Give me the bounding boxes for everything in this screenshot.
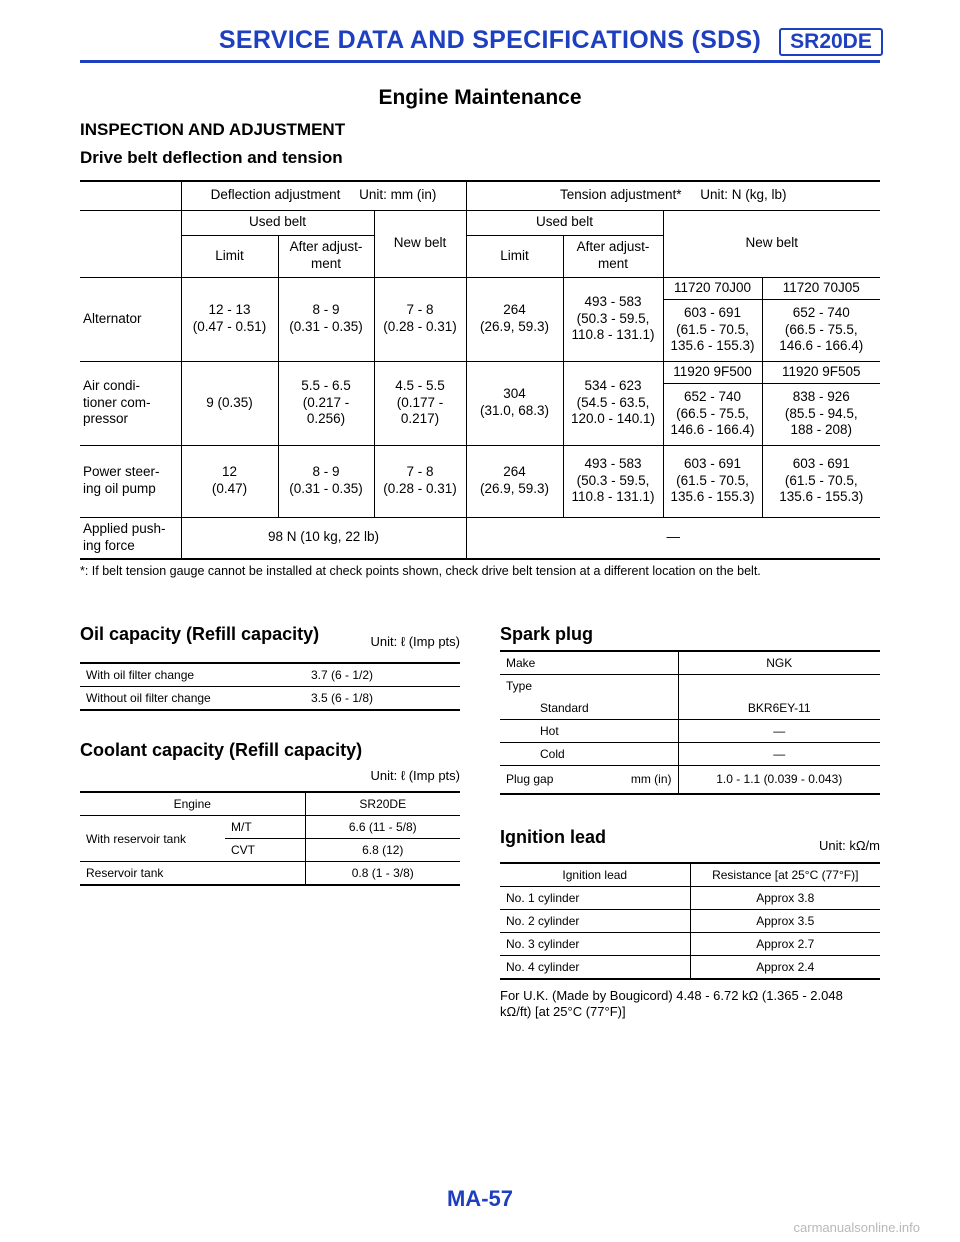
part-number: 11920 9F505 <box>762 361 880 383</box>
used-belt-def: Used belt <box>181 210 374 235</box>
coolant-title: Coolant capacity (Refill capacity) <box>80 740 363 760</box>
limit-ten: Limit <box>466 235 563 277</box>
part-number: 11720 70J05 <box>762 277 880 299</box>
part-number: 11720 70J00 <box>663 277 762 299</box>
ignition-table <box>500 862 880 980</box>
coolant-reservoir-value: 0.8 (1 - 3/8) <box>305 862 460 886</box>
cell: 264 (26.9, 59.3) <box>466 277 563 361</box>
coolant-with-reservoir: With reservoir tank <box>80 816 225 862</box>
cell: 534 - 623 (54.5 - 63.5, 120.0 - 140.1) <box>563 361 663 445</box>
oil-table <box>80 662 460 711</box>
ignition-row-value: Approx 2.7 <box>690 933 880 956</box>
ignition-unit: Unit: kΩ/m <box>818 838 880 853</box>
pushing-force-tension: — <box>466 517 880 559</box>
oil-row-value: 3.5 (6 - 1/8) <box>305 687 460 711</box>
spark-hot-label: Hot <box>500 720 678 743</box>
hdr-deflection: Deflection adjustment Unit: mm (in) <box>181 181 466 210</box>
after-adjust-def: After adjust- ment <box>278 235 374 277</box>
spark-type-label: Type <box>506 679 533 693</box>
coolant-table <box>80 791 460 886</box>
ignition-title: Ignition lead <box>500 827 606 847</box>
header-badge: SR20DE <box>779 28 883 56</box>
spark-gap-label <box>500 766 678 794</box>
cell: 12 - 13 (0.47 - 0.51) <box>181 277 278 361</box>
spark-cold-value: — <box>678 743 880 766</box>
row-alternator: Alternator <box>80 277 181 361</box>
cell: 7 - 8 (0.28 - 0.31) <box>374 277 466 361</box>
row-pushing-force: Applied push- ing force <box>80 517 181 559</box>
spark-gap-text: Plug gap <box>506 772 554 787</box>
oil-unit: Unit: ℓ (Imp pts) <box>370 634 460 649</box>
ignition-row-value: Approx 3.8 <box>690 887 880 910</box>
drive-belt-table <box>80 180 880 560</box>
new-belt-def: New belt <box>374 210 466 277</box>
coolant-engine-value: SR20DE <box>305 792 460 816</box>
cell: 4.5 - 5.5 (0.177 - 0.217) <box>374 361 466 445</box>
row-air-conditioner: Air condi- tioner com- pressor <box>80 361 181 445</box>
hdr-tension: Tension adjustment* Unit: N (kg, lb) <box>466 181 880 210</box>
limit-def: Limit <box>181 235 278 277</box>
coolant-mt-value: 6.6 (11 - 5/8) <box>305 816 460 839</box>
coolant-cvt-label: CVT <box>225 839 305 862</box>
oil-row-label: With oil filter change <box>80 663 305 687</box>
oil-row-label: Without oil filter change <box>80 687 305 711</box>
coolant-cvt-value: 6.8 (12) <box>305 839 460 862</box>
drive-belt-title: Drive belt deflection and tension <box>80 148 343 167</box>
spark-title: Spark plug <box>500 624 594 644</box>
oil-title: Oil capacity (Refill capacity) <box>80 624 320 644</box>
corner-cell <box>80 210 181 277</box>
after-adjust-ten: After adjust- ment <box>563 235 663 277</box>
used-belt-ten: Used belt <box>466 210 663 235</box>
page-title: Engine Maintenance <box>378 86 582 109</box>
cell: 652 - 740 (66.5 - 75.5, 146.6 - 166.4) <box>762 299 880 361</box>
ignition-note: For U.K. (Made by Bougicord) 4.48 - 6.72 kΩ (1.365 - 2.048 kΩ/ft) [at 25°C (77°F)] <box>500 988 843 1019</box>
ignition-row-value: Approx 3.5 <box>690 910 880 933</box>
watermark: carmanualsonline.info <box>793 1220 920 1235</box>
ignition-row-label: No. 1 cylinder <box>500 887 690 910</box>
pushing-force-value: 98 N (10 kg, 22 lb) <box>181 517 466 559</box>
oil-row-value: 3.7 (6 - 1/2) <box>305 663 460 687</box>
coolant-unit: Unit: ℓ (Imp pts) <box>370 768 460 783</box>
part-number: 11920 9F500 <box>663 361 762 383</box>
spark-standard-value: BKR6EY-11 <box>678 697 880 720</box>
cell: 493 - 583 (50.3 - 59.5, 110.8 - 131.1) <box>563 277 663 361</box>
spark-hot-value: — <box>678 720 880 743</box>
cell: 8 - 9 (0.31 - 0.35) <box>278 445 374 517</box>
new-belt-ten: New belt <box>663 210 880 277</box>
ignition-row-label: No. 4 cylinder <box>500 956 690 980</box>
ignition-col2: Resistance [at 25°C (77°F)] <box>690 863 880 887</box>
spark-gap-unit: mm (in) <box>630 772 672 787</box>
header-title: SERVICE DATA AND SPECIFICATIONS (SDS) <box>218 26 762 54</box>
cell: 603 - 691 (61.5 - 70.5, 135.6 - 155.3) <box>663 445 762 517</box>
spark-make-value: NGK <box>678 651 880 675</box>
cell: 5.5 - 6.5 (0.217 - 0.256) <box>278 361 374 445</box>
spark-cold-label: Cold <box>500 743 678 766</box>
cell: 264 (26.9, 59.3) <box>466 445 563 517</box>
cell: 493 - 583 (50.3 - 59.5, 110.8 - 131.1) <box>563 445 663 517</box>
spark-table <box>500 650 880 795</box>
cell: 603 - 691 (61.5 - 70.5, 135.6 - 155.3) <box>663 299 762 361</box>
header-rule <box>80 60 880 63</box>
ignition-col1: Ignition lead <box>500 863 690 887</box>
coolant-reservoir-label: Reservoir tank <box>80 862 305 886</box>
cell: 9 (0.35) <box>181 361 278 445</box>
section-heading: INSPECTION AND ADJUSTMENT <box>80 120 346 139</box>
cell: 8 - 9 (0.31 - 0.35) <box>278 277 374 361</box>
cell: 304 (31.0, 68.3) <box>466 361 563 445</box>
cell: 652 - 740 (66.5 - 75.5, 146.6 - 166.4) <box>663 383 762 445</box>
cell: 7 - 8 (0.28 - 0.31) <box>374 445 466 517</box>
cell: 12 (0.47) <box>181 445 278 517</box>
corner-cell <box>80 181 181 210</box>
coolant-engine-label: Engine <box>80 792 305 816</box>
ignition-row-label: No. 2 cylinder <box>500 910 690 933</box>
spark-standard-label: Standard <box>500 697 678 720</box>
cell: 603 - 691 (61.5 - 70.5, 135.6 - 155.3) <box>762 445 880 517</box>
drive-belt-footnote: *: If belt tension gauge cannot be installed at check points shown, check drive belt tension at a different location on the belt. <box>80 564 761 578</box>
spark-type-value <box>678 675 880 698</box>
page-number: MA-57 <box>446 1186 513 1211</box>
coolant-mt-label: M/T <box>225 816 305 839</box>
row-power-steering: Power steer- ing oil pump <box>80 445 181 517</box>
spark-gap-value: 1.0 - 1.1 (0.039 - 0.043) <box>678 766 880 794</box>
ignition-row-value: Approx 2.4 <box>690 956 880 980</box>
cell: 838 - 926 (85.5 - 94.5, 188 - 208) <box>762 383 880 445</box>
spark-make-label: Make <box>500 651 678 675</box>
ignition-row-label: No. 3 cylinder <box>500 933 690 956</box>
